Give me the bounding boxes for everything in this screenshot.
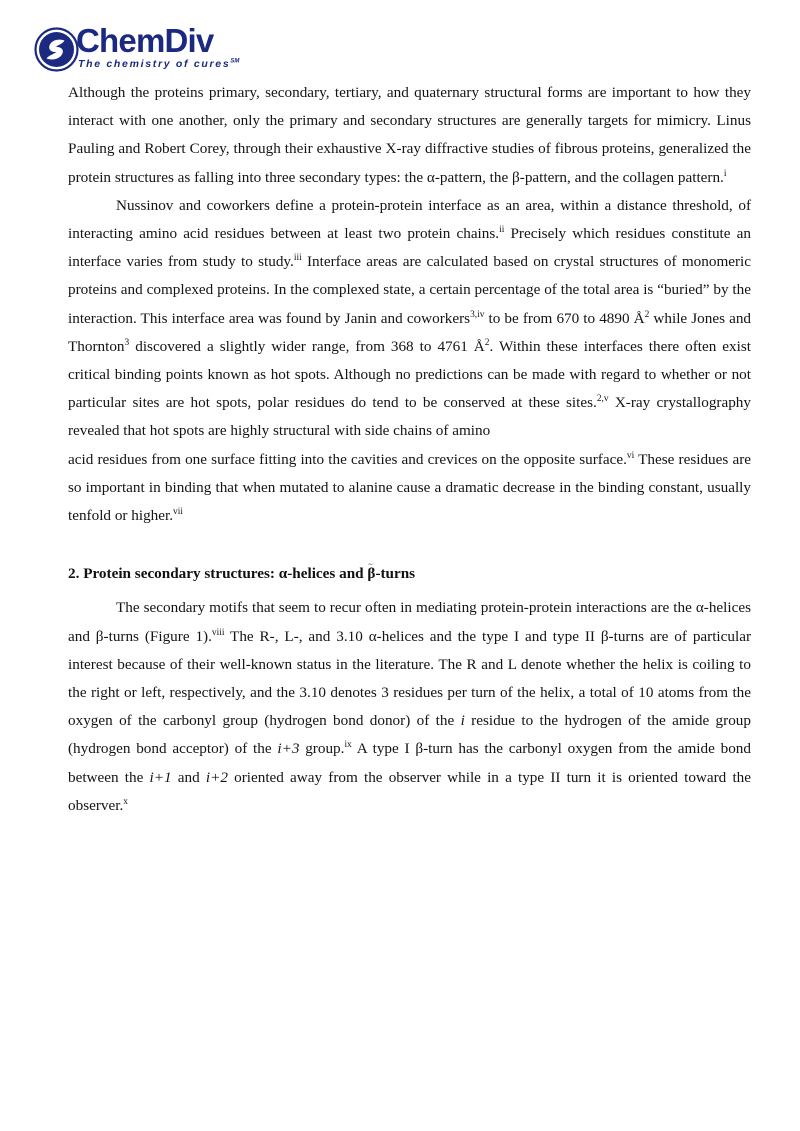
text-run: . Within these interfaces there often exist critical binding points known as hot spots. Although no predictions can be made with regard to whether or not particular sites are hot spots, polar residues do tend to be conserved at these sites. [68,337,751,412]
endnote-superscript: x [123,796,128,807]
heading-text-b: -helices and [287,565,368,583]
text-run: discovered a slightly wider range, from 368 to 4761 Å [129,337,485,355]
text-run: Precisely which residues constitute an interface varies from study to study. [68,225,751,271]
endnote-superscript: vi [626,450,635,461]
spacer [68,530,751,560]
italic-term: i [460,712,465,730]
text-run: Although the proteins primary, secondary, tertiary, and quaternary structural forms are important to how they interact with one another, only the primary and secondary structures are generally targets for mimicry. Linus Pauling and Robert Corey, through their exhaustive X-ray diffractive studies of fibrous proteins, generalized the protein structures as falling into three secondary types: the α-pattern, the β-pattern, and the collagen pattern. [68,84,751,186]
text-run: Nussinov and coworkers define a protein-protein interface as an area, within a distance threshold, of interacting amino acid residues between at least two protein chains. [68,196,751,243]
chemdiv-circle-swirl-logo-icon [34,27,79,72]
paragraph-3 [68,446,751,531]
tagline-text: The chemistry of cures [78,58,231,70]
text-run: X-ray crystallography revealed that hot spots are highly structural with side chains of amino [68,394,751,440]
chemdiv-logo-header [34,24,294,76]
paragraph-2 [68,192,751,446]
paragraph-4 [68,594,751,820]
endnote-superscript: ii [499,224,505,235]
endnote-superscript: 2,v [596,394,609,405]
endnote-superscript: i [723,168,727,179]
heading-beta-symbol: β ~ [367,560,375,588]
document-body [68,79,751,820]
chemdiv-wordmark: ChemDiv [76,22,214,59]
italic-term: i+3 [277,740,300,758]
endnote-superscript: 3 [124,337,130,348]
text-run: Interface areas are calculated based on crystal structures of monomeric proteins and complexed proteins. In the complexed state, a certain percentage of the total area is “buried” by the interaction. This interface area was found by Janin and coworkers [68,253,752,327]
paragraph-1 [68,79,751,192]
endnote-superscript: vii [173,506,183,517]
text-run: acid residues from one surface fitting into the cavities and crevices on the opposite surface. [68,450,627,468]
text-run: oriented away from the observer while in a type II turn it is oriented toward the observer. [68,768,752,814]
endnote-superscript: 3,iv [470,309,485,320]
text-run: residue to the hydrogen of the amide group (hydrogen bond acceptor) of the [68,712,751,758]
endnote-superscript: 2 [484,337,490,348]
text-run: group. [299,740,345,758]
heading-text-c: -turns [375,565,416,583]
italic-term: i+2 [205,768,228,786]
heading-number: 2. [68,565,80,583]
chemdiv-tagline [78,58,239,70]
italic-term: i+1 [149,768,172,786]
text-run: The R-, L-, and 3.10 α-helices and the type I and type II β-turns are of particular interest because of their well-known status in the literature. The R and L denote whether the helix is coiling to the right or left, respectively, and the 3.10 denotes 3 residues per turn of the helix, a total of 10 atoms from the oxygen of the carbonyl group (hydrogen bond donor) of the [68,627,752,730]
service-mark-symbol: SM [230,58,240,65]
text-run: while Jones and Thornton [68,309,752,355]
text-run: and [171,768,206,786]
heading-alpha-symbol: α [278,565,288,583]
endnote-superscript: 2 [644,309,650,320]
endnote-superscript: iii [293,253,302,264]
heading-text-a: Protein secondary structures: [79,565,279,583]
text-run: These residues are so important in binding that when mutated to alanine cause a dramatic decrease in the binding constant, usually tenfold or higher. [68,450,751,525]
section-heading [68,560,751,588]
endnote-superscript: viii [211,627,225,638]
text-run: A type I β-turn has the carbonyl oxygen from the amide bond between the [68,740,751,786]
text-run: to be from 670 to 4890 Å [484,309,645,327]
text-run: The secondary motifs that seem to recur often in mediating protein-protein interactions are the α-helices and β-turns (Figure 1). [68,599,751,645]
endnote-superscript: ix [344,740,352,751]
